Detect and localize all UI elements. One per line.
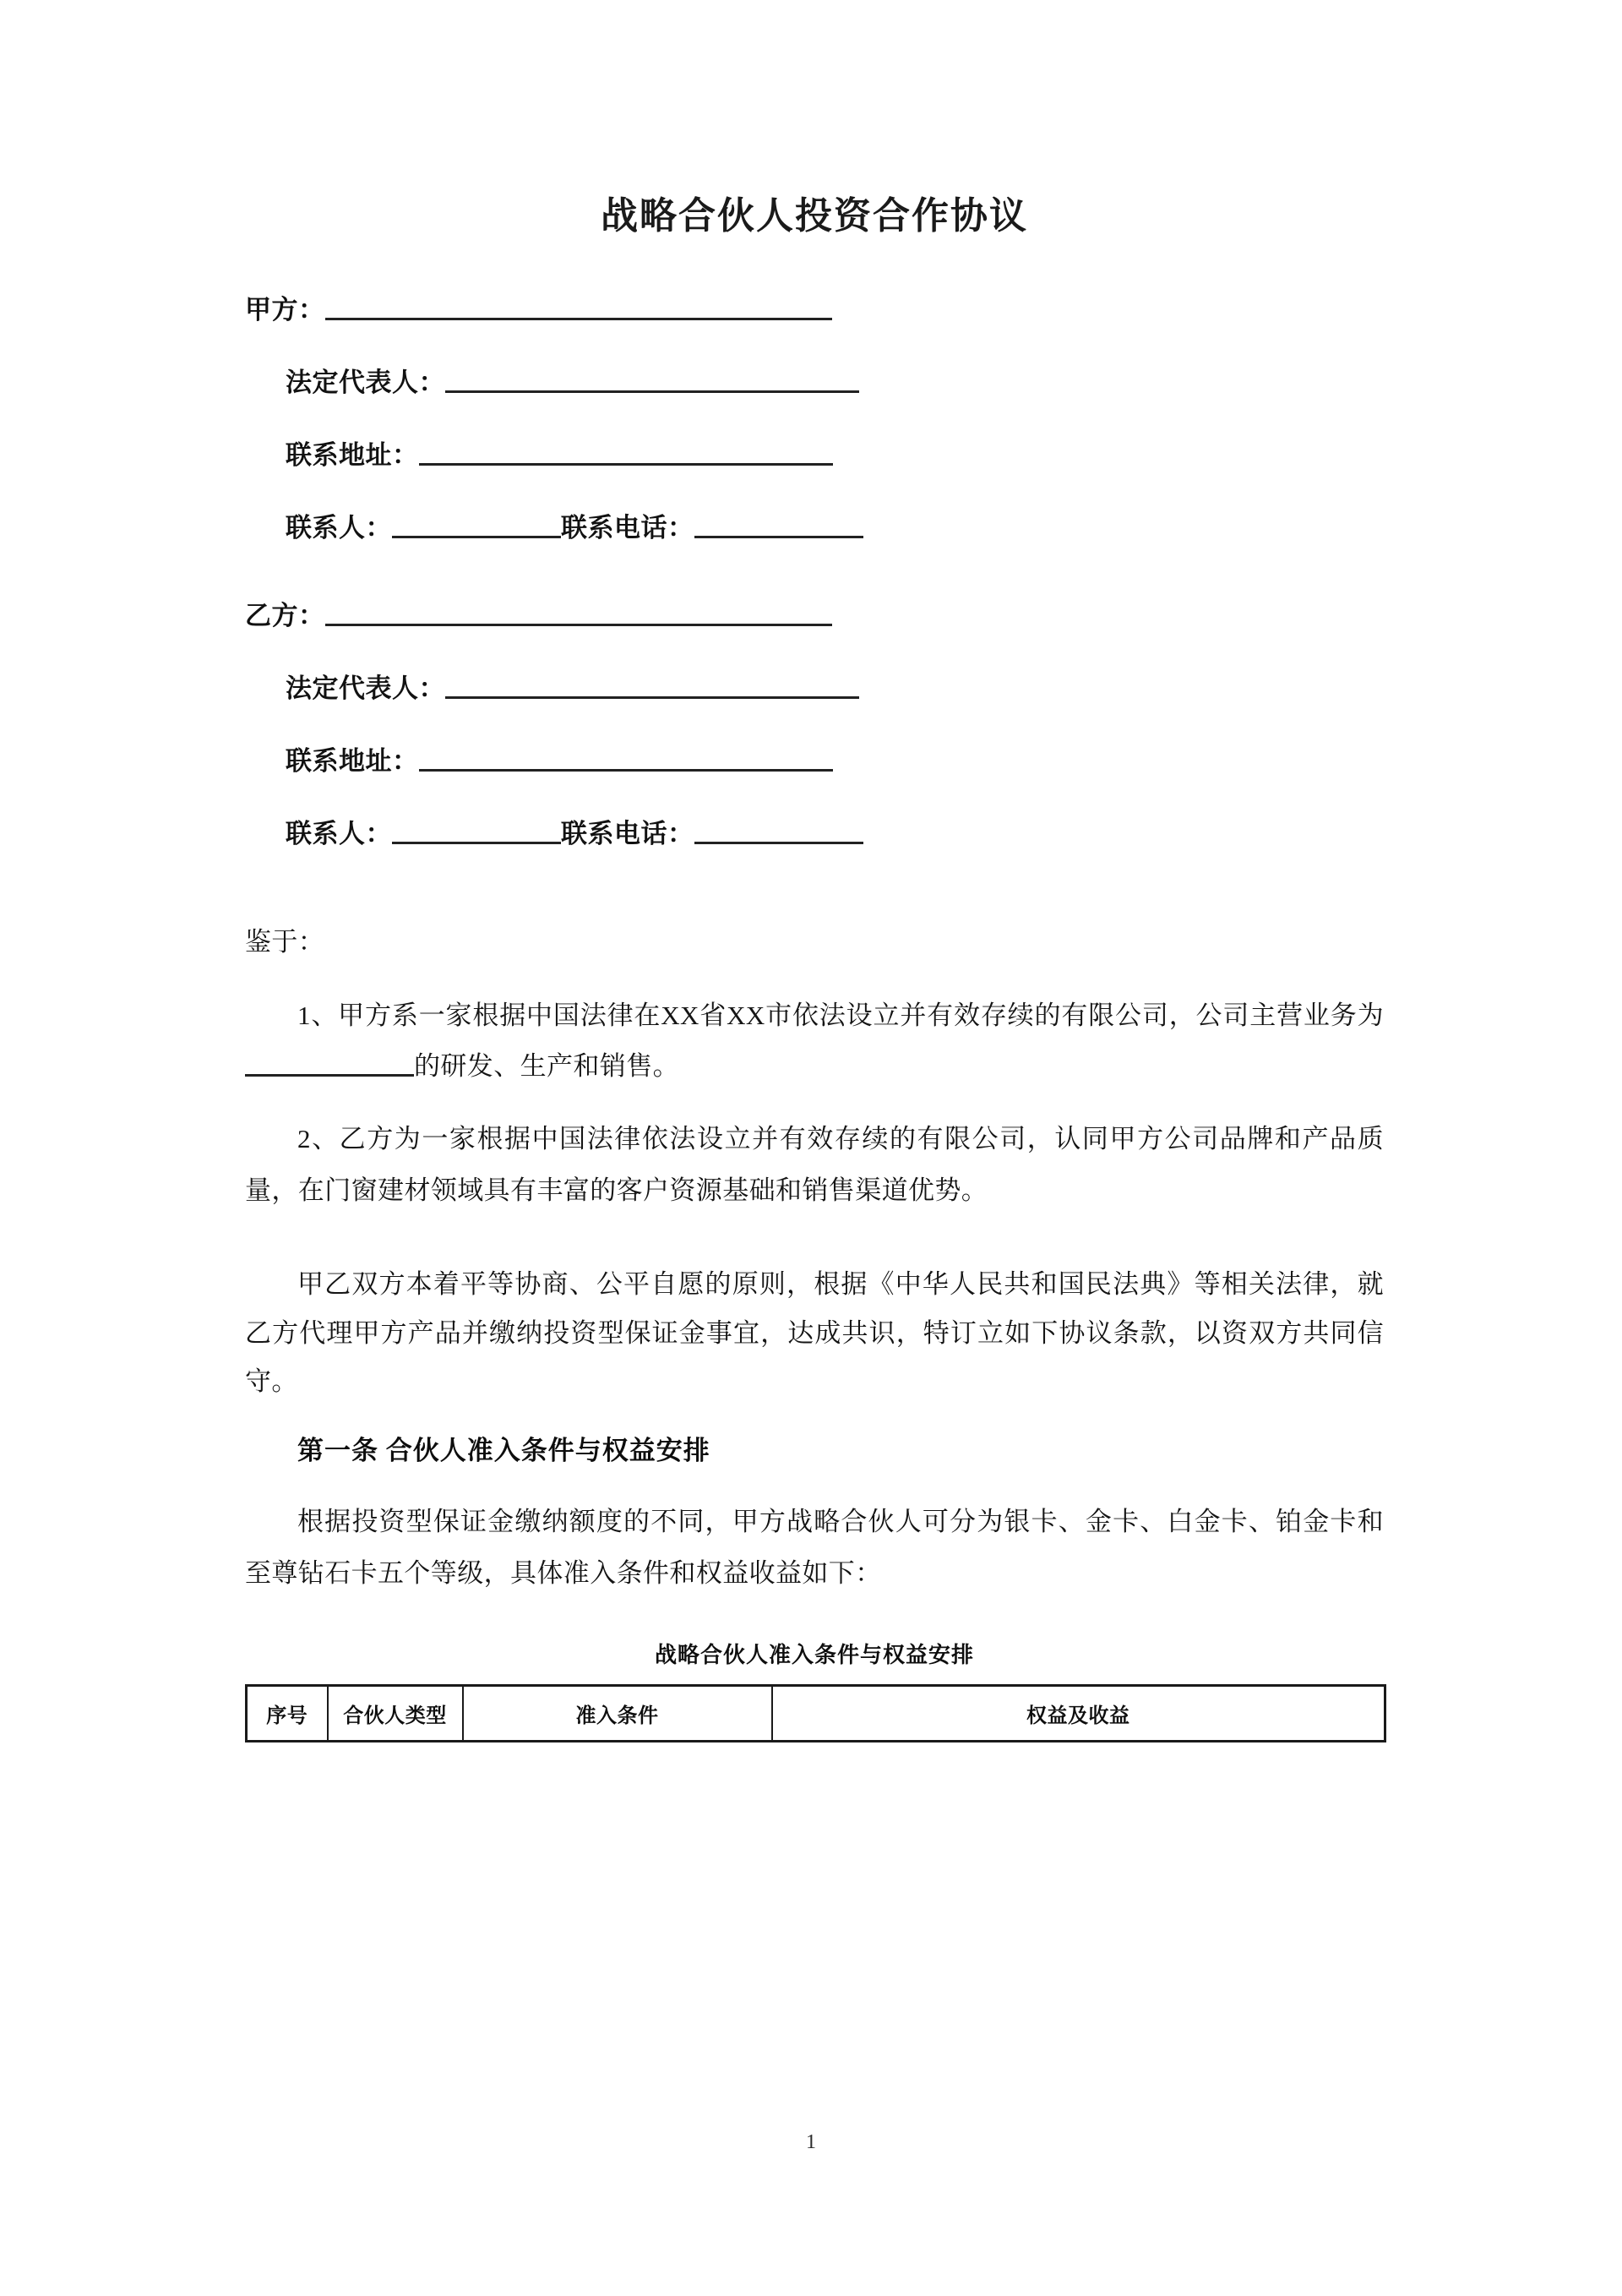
party-a-address-row [245,435,1384,476]
party-a-block [245,290,1384,548]
party-a-address-blank[interactable] [419,441,833,466]
party-b-block [245,596,1384,854]
spacer [245,1475,1384,1497]
table-header-row [247,1686,1385,1742]
party-a-contact-row [245,508,1384,548]
party-b-address-label: 联系地址： [286,746,419,777]
document-title: 战略合伙人投资合作协议 [601,195,1028,237]
table-caption: 战略合伙人准入条件与权益安排 [654,1643,974,1668]
party-b-contact-row [245,814,1384,854]
document-content [245,0,1384,1742]
recital-item-1-text-b: 的研发、生产和销售。 [414,1051,679,1082]
party-a-name-blank[interactable] [325,296,832,320]
spacer [245,968,1384,990]
main-business-blank[interactable] [245,1055,414,1077]
spacer [245,1092,1384,1114]
party-a-phone-label: 联系电话： [561,512,694,543]
party-a-legal-rep-row [245,363,1384,403]
table-header-type: 合伙人类型 [328,1686,463,1742]
article-one-body: 根据投资型保证金缴纳额度的不同，甲方战略合伙人可分为银卡、金卡、白金卡、铂金卡和至尊钻石卡五个等级，具体准入条件和权益收益如下： [245,1507,1384,1588]
recitals-heading: 鉴于： [245,927,325,957]
party-a-legal-rep-blank[interactable] [445,368,859,393]
party-b-address-blank[interactable] [419,747,833,772]
spacer [245,494,1384,508]
recital-item-2: 2、乙方为一家根据中国法律依法设立并有效存续的有限公司，认同甲方公司品牌和产品质量，在门窗建材领域具有丰富的客户资源基础和销售渠道优势。 [245,1124,1384,1205]
spacer [245,349,1384,363]
spacer [245,728,1384,741]
spacer [245,873,1384,917]
spacer [245,800,1384,814]
partner-tier-table [245,1684,1386,1742]
table-header-no: 序号 [247,1686,328,1742]
party-b-name-row [245,596,1384,636]
party-a-label: 甲方： [245,294,325,324]
spacer [245,1216,1384,1260]
party-b-phone-label: 联系电话： [561,819,694,849]
party-a-phone-blank[interactable] [694,514,863,538]
spacer [245,567,1384,596]
party-b-legal-rep-blank[interactable] [445,674,859,699]
party-a-contact-label: 联系人： [286,512,392,543]
recital-item-1 [245,990,1384,1093]
article-one-heading: 第一条 合伙人准入条件与权益安排 [297,1436,710,1466]
party-a-legal-rep-label: 法定代表人： [286,367,445,397]
page-number: 1 [806,2131,816,2153]
spacer [245,422,1384,435]
preamble-paragraph: 甲乙双方本着平等协商、公平自愿的原则，根据《中华人民共和国民法典》等相关法律，就乙方代理甲方产品并缴纳投资型保证金事宜，达成共识，特订立如下协议条款，以资双方共同信守。 [245,1269,1384,1397]
party-a-contact-blank[interactable] [392,514,561,538]
table-header-bene: 权益及收益 [772,1686,1385,1742]
party-b-address-row [245,741,1384,782]
party-a-name-row [245,290,1384,330]
party-b-legal-rep-label: 法定代表人： [286,674,445,704]
party-b-phone-blank[interactable] [694,820,863,844]
party-b-name-blank[interactable] [325,602,832,626]
table-header-cond: 准入条件 [463,1686,772,1742]
party-b-contact-label: 联系人： [286,819,392,849]
spacer [245,655,1384,668]
party-b-legal-rep-row [245,668,1384,709]
party-b-label: 乙方： [245,600,325,630]
recital-item-1-text-a: 1、甲方系一家根据中国法律在XX省XX市依法设立并有效存续的有限公司，公司主营业务为 [297,1000,1384,1030]
spacer [245,1405,1384,1427]
party-a-address-label: 联系地址： [286,439,419,470]
party-b-contact-blank[interactable] [392,820,561,844]
